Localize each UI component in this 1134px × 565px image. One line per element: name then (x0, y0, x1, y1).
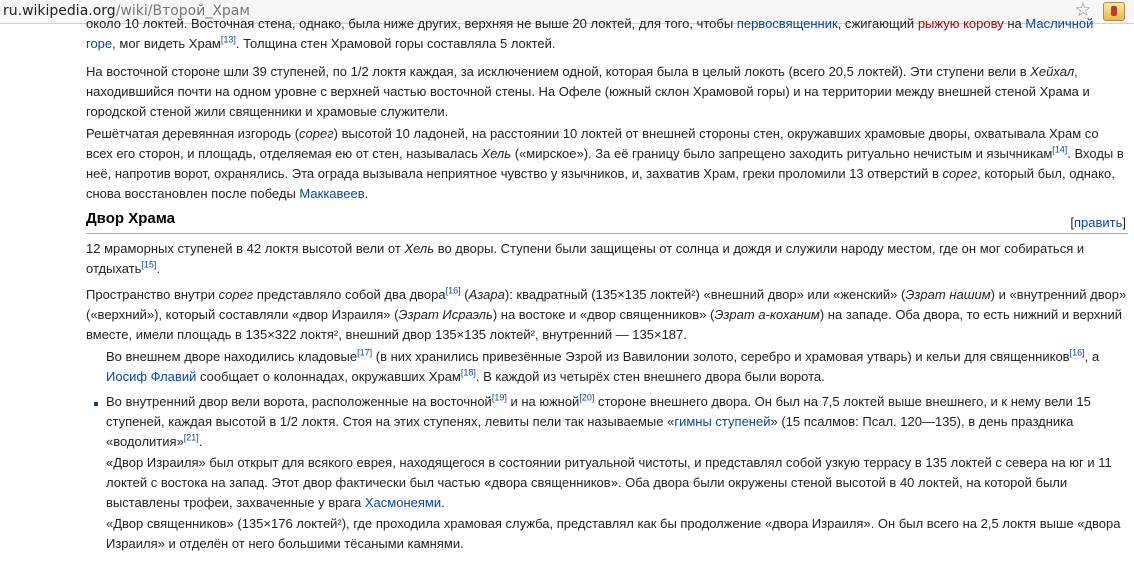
paragraph-israel-court: «Двор Израиля» был открыт для всякого еврея, находящегося в состоянии ритуальной чистоты, и представлял собой узкую террасу в 135 локтей с севера на юг и 11 локтей с востока на запад. Этот двор фактически был частью «двора священников». Оба двора были окружены стеной высотой в 40 локтей, на которой были выставлены трофеи, захваченные у врага Хасмонеями. (106, 455, 1112, 510)
link-songs-of-ascents[interactable]: гимны ступеней (674, 414, 771, 429)
section-heading: Двор Храма (86, 210, 175, 227)
ref-14[interactable]: [14] (1052, 144, 1068, 155)
link-red-heifer[interactable]: рыжую корову (917, 16, 1004, 31)
link-mount-of-olives[interactable]: Масличной (1025, 16, 1094, 31)
ref-18[interactable]: [18] (460, 367, 476, 378)
heading-divider (86, 233, 1128, 234)
link-josephus[interactable]: Иосиф Флавий (106, 369, 197, 384)
link-mount[interactable]: горе (86, 36, 113, 51)
paragraph-outer-court: Во внешнем дворе находились кладовые[17] (в них хранились привезённые Эзрой из Вавилонии золото, серебро и храмовая утварь) и кельи для священников[16], а Иосиф Флавий сообщает о колоннадах, окружавших Храм[18]. В каждой из четырёх стен внешнего двора были ворота. (106, 347, 1100, 384)
ref-16b[interactable]: [16] (1069, 347, 1085, 358)
link-maccabees[interactable]: Маккавеев (299, 186, 365, 201)
paragraph-space-inside: Пространство внутри сорег представляло собой два двора[16] (Азара): квадратный (135×135 локтей²) «внешний двор» или «женский» (Эзрат нашим) и «внутренний двор» («верхний»), который составляли «двор Израиля» (Эзрат Исраэль) на востоке и «двор священников» (Эзрат а-коханим) на западе. Оба двора, то есть нижний и верхний вместе, имели площадь в 135×322 локтя², внешний двор 135×135 локтей², внутренний — 135×187. (86, 285, 1127, 342)
ref-20[interactable]: [20] (579, 392, 595, 403)
paragraph-east-steps: На восточной стороне шли 39 ступеней, по 1/2 локтя каждая, за исключением одной, которая была в целый локоть (всего 20,5 локтей). Эти ступени вели в Хейхал, находившийся почти на одном уровне с верхней частью восточной стены. На Офеле (южный склон Храмовой горы) и на территории между внешней стеной Храма и городской стеной жили священники и храмовые служители. (86, 64, 1090, 119)
paragraph-marble-steps: 12 мраморных ступеней в 42 локтя высотой вели от Хель во дворы. Ступени были защищены от солнца и дождя и служили народу местом, где он мог собираться и отдыхать[15]. (86, 241, 1085, 276)
link-high-priest[interactable]: первосвященник (736, 16, 838, 31)
paragraph-inner-court: Во внутренний двор вели ворота, расположенные на восточной[19] и на южной[20] стороне внешнего двора. Он был на 7,5 локтей выше внешнего, и к нему вели 15 ступеней, каждая высотой в 1/2 локтя. Стоя на этих ступенях, левиты пели так называемые «гимны ступеней» (15 псалмов: Псал. 120—135), в день праздника «водолития»[21]. (106, 392, 1091, 449)
ref-19[interactable]: [19] (491, 392, 507, 403)
article-content (0, 16, 1134, 565)
paragraph-top-partial: около 10 локтей. Восточная стена, однако, была ниже других, верхняя не выше 20 локтей, для того, чтобы первосвященник, сжигающий рыжую корову на Масличной горе, мог видеть Храм[13]. Толщина стен Храмовой горы составляла 5 локтей. (86, 16, 1094, 51)
edit-section: [править] (1070, 215, 1126, 230)
ref-15[interactable]: [15] (141, 259, 157, 270)
star-icon[interactable]: ☆ (1074, 0, 1092, 21)
paragraph-priests-court: «Двор священников» (135×176 локтей²), где проходила храмовая служба, представлял как бы продолжение «двора Израиля». Он был всего на 2,5 локтя выше «двора Израиля» и отделён от него большими тёсаными камнями. (106, 516, 1121, 551)
edit-link[interactable]: править (1073, 215, 1123, 230)
list-bullet (94, 402, 98, 406)
ref-16[interactable]: [16] (445, 285, 461, 296)
link-hasmoneans[interactable]: Хасмонеями (364, 495, 442, 510)
url-path: /wiki/Второй_Храм (115, 3, 250, 19)
paragraph-soreg: Решётчатая деревянная изгородь (сорег) высотой 10 ладоней, на расстоянии 10 локтей от внешней стороны стен, окружавших храмовые дворы, охватывала Храм со всех его сторон, и площадь, отделяемая ею от стен, называлась Хель («мирское»). За её границу было запрещено заходить ритуально нечистым и язычникам[14]. Входы в неё, напротив ворот, охранялись. Эта ограда вызывала неприятное чувство у язычников, и, захватив Храм, греки проломили 13 отверстий в сорег, который был, однако, снова восстановлен после победы Маккавеев. (86, 126, 1124, 201)
ref-17[interactable]: [17] (357, 347, 373, 358)
ref-13[interactable]: [13] (220, 34, 236, 45)
url-domain: ru.wikipedia.org (3, 3, 116, 19)
ref-21[interactable]: [21] (183, 432, 199, 443)
